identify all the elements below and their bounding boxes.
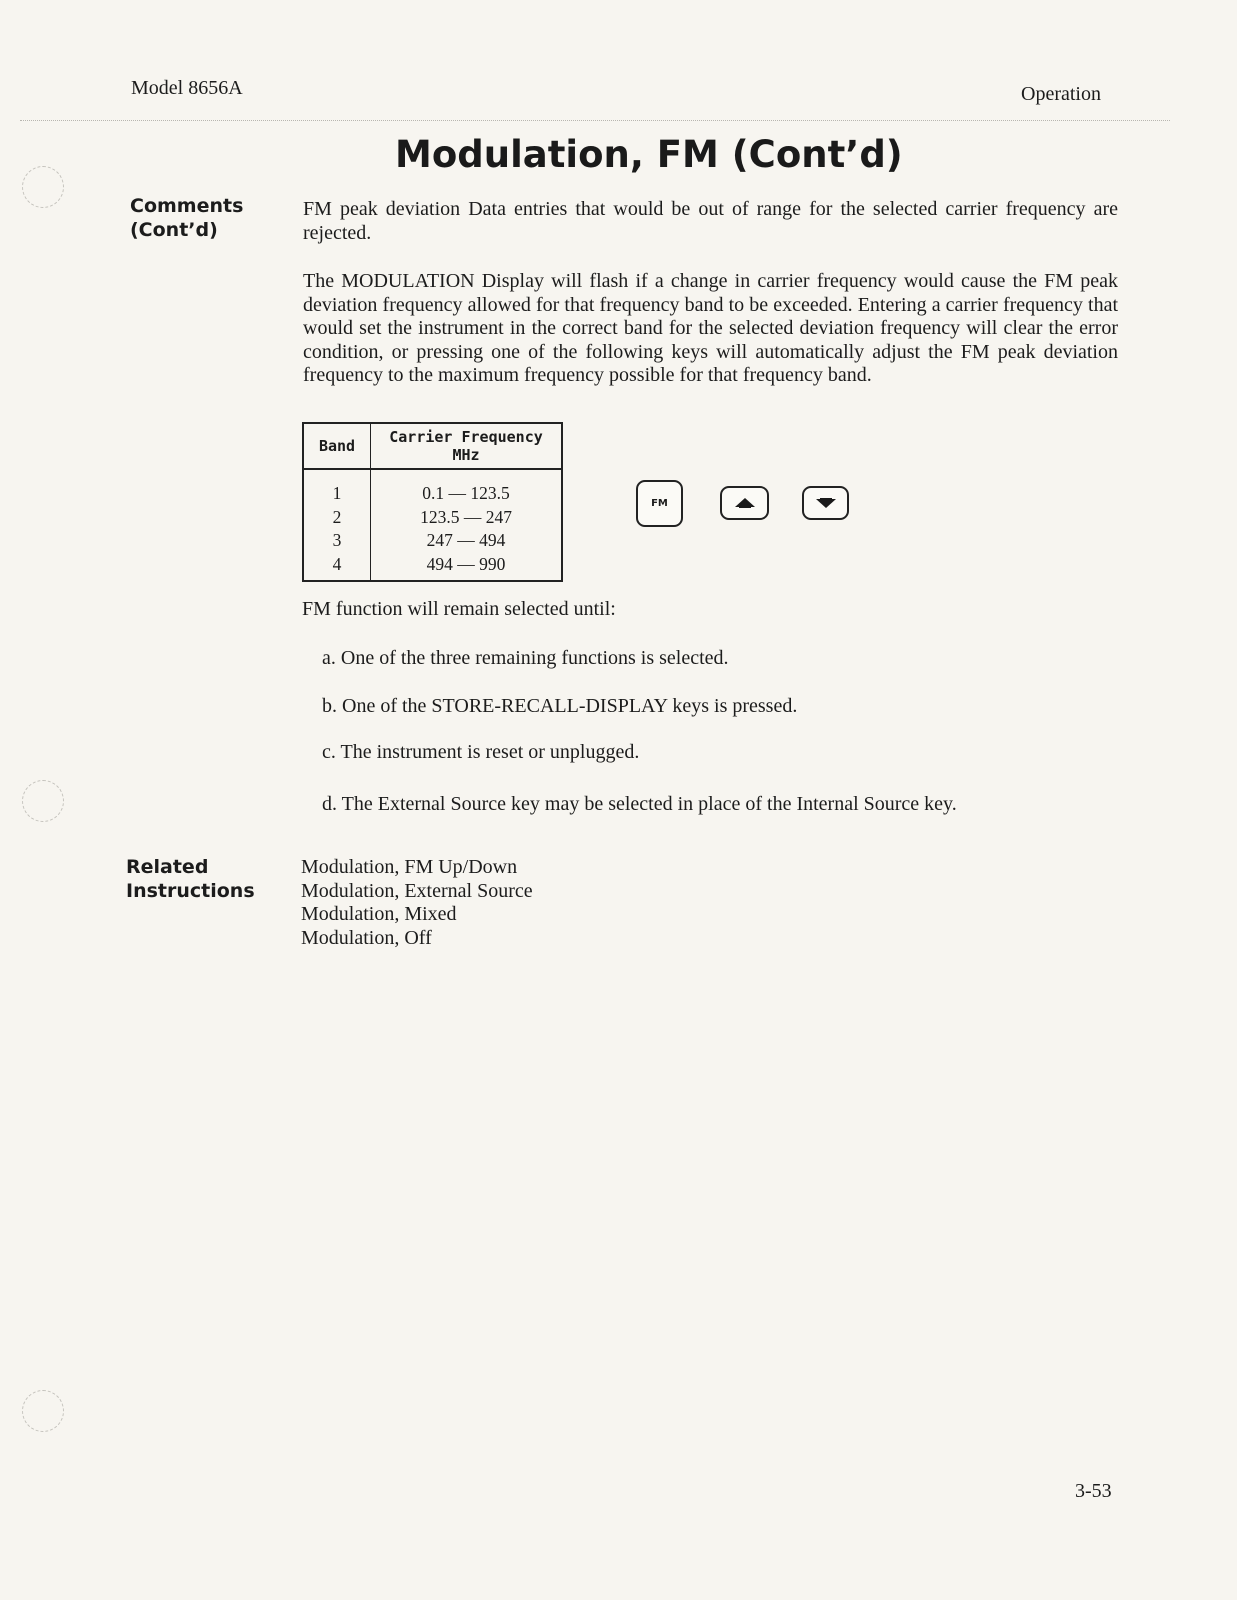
- page-title: Modulation, FM (Cont’d): [395, 133, 903, 176]
- band-cell: 4: [303, 553, 371, 582]
- up-key: [720, 486, 769, 520]
- frequency-cell: 0.1 — 123.5: [422, 483, 510, 504]
- frequency-cell: 247 — 494: [426, 530, 506, 551]
- page-number: 3-53: [1075, 1480, 1112, 1502]
- table-row: [303, 469, 562, 506]
- list-item: Modulation, Off: [301, 926, 432, 949]
- header-section: Operation: [1021, 83, 1101, 105]
- carrier-frequency-column-header: Carrier Frequency MHz: [371, 423, 563, 469]
- fm-until-item-a: a. One of the three remaining functions is selected.: [322, 647, 729, 669]
- fm-until-item-b: b. One of the STORE-RECALL-DISPLAY keys is pressed.: [322, 695, 798, 717]
- down-arrow-icon: [815, 497, 837, 509]
- band-cell: 3: [303, 529, 371, 553]
- header-model: Model 8656A: [131, 77, 243, 99]
- binder-hole-middle: [22, 780, 64, 822]
- frequency-cell: 123.5 — 247: [420, 506, 512, 527]
- band-cell: 2: [303, 506, 371, 530]
- comments-paragraph-2: The MODULATION Display will flash if a change in carrier frequency would cause the FM peak deviation frequency allowed for that frequency band to be exceeded. Entering a carrier frequency that would set the instrument in the correct band for the selected deviation frequency will clear the error condition, or pressing one of the following keys will automatically adjust the FM peak deviation frequency to the maximum frequency possible for that frequency band.: [303, 270, 1118, 386]
- fm-until-intro: FM function will remain selected until:: [302, 598, 616, 620]
- list-item: Modulation, Mixed: [301, 903, 457, 925]
- table-row: [303, 506, 562, 530]
- comments-label-line2: (Cont’d): [130, 219, 218, 241]
- header-divider: [20, 120, 1170, 121]
- down-key: [802, 486, 849, 520]
- binder-hole-bottom: [22, 1390, 64, 1432]
- comments-label-line1: Comments: [130, 195, 244, 217]
- table-row: [303, 553, 562, 582]
- fm-key-label: FM: [651, 498, 668, 509]
- binder-hole-top: [22, 166, 64, 208]
- related-label-line1: Related: [126, 856, 209, 878]
- related-label: [126, 855, 296, 903]
- table-row: [303, 529, 562, 553]
- frequency-cell: 494 — 990: [426, 553, 506, 574]
- fm-key: [636, 480, 683, 527]
- up-arrow-icon: [734, 497, 756, 509]
- band-column-header: Band: [303, 423, 371, 469]
- band-cell: 1: [303, 469, 371, 506]
- comments-paragraph-1: FM peak deviation Data entries that would be out of range for the selected carrier frequency are rejected.: [303, 198, 1118, 244]
- list-item: Modulation, FM Up/Down: [301, 856, 518, 878]
- fm-until-item-d: d. The External Source key may be selected in place of the Internal Source key.: [322, 793, 957, 815]
- list-item: Modulation, External Source: [301, 879, 533, 902]
- comments-label: [130, 194, 300, 242]
- related-label-line2: Instructions: [126, 880, 255, 902]
- band-table: [302, 422, 563, 582]
- fm-until-item-c: c. The instrument is reset or unplugged.: [322, 741, 640, 763]
- related-list: [301, 856, 533, 950]
